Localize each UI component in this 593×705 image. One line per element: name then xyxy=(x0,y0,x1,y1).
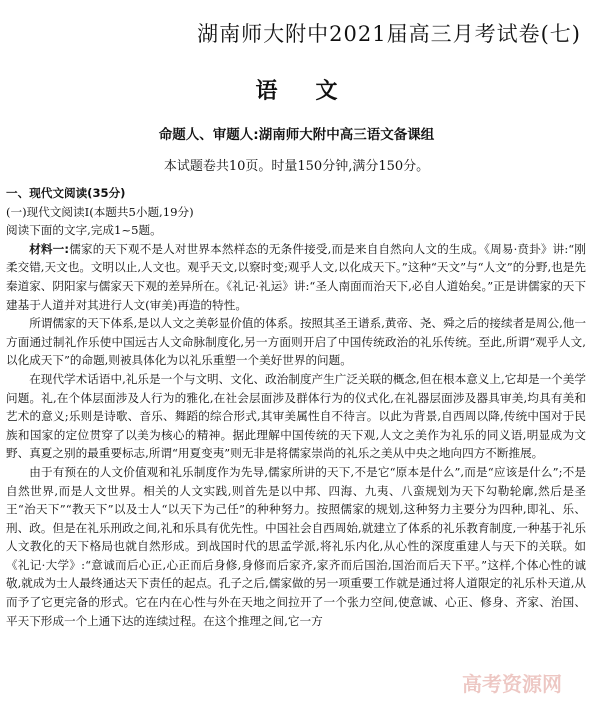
subject-title: 语文 xyxy=(255,78,376,104)
watermark-logo xyxy=(437,663,587,701)
material-label: 材料一: xyxy=(29,241,70,256)
authors-line: 命题人、审题人:湖南师大附中高三语文备课组 xyxy=(158,127,435,143)
exam-title: 湖南师大附中2021届高三月考试卷(七) xyxy=(197,22,581,46)
reading-passage xyxy=(6,184,586,630)
watermark-text: 高考资源网 xyxy=(462,671,562,696)
paragraph-text: 儒家的天下观不是人对世界本然样态的无条件接受,而是来自自然向人文的生成。《周易·贲卦》讲:“刚柔交错,天文也。文明以止,人文也。观乎天文,以察时变;观乎人文,以化成天下。”这种“天文”与“人文”的分野,也是先秦道家、阴阳家与儒家天下观的差异所在。《礼记·礼运》讲:“圣人南面而治天下,必自人道始矣。”正是讲儒家的天下建基于人道并对其进行人文(审美)再造的特性。 xyxy=(6,241,586,312)
paragraph: 在现代学术话语中,礼乐是一个与文明、文化、政治制度产生广泛关联的概念,但在根本意义上,它却是一个美学问题。礼,在个体层面涉及人行为的雅化,在社会层面涉及群体行为的仪式化,在礼器层面涉及器具审美,均具有美和艺术的意义;乐则是诗歌、音乐、舞蹈的综合形式,其审美属性自不待言。以此为背景,自西周以降,传统中国对于民族和国家的定位贯穿了以美为核心的精神。据此理解中国传统的天下观,人文之美作为礼乐的同义语,明显成为文野、真夏之别的最重要标志,所谓“用夏变夷”则无非是将儒家崇尚的礼乐之美从中央之地向四方不断推展。 xyxy=(6,371,586,461)
paragraph: 所谓儒家的天下体系,是以人文之美彰显价值的体系。按照其圣王谱系,黄帝、尧、舜之后的接续者是周公,他一方面通过制礼作乐使中国远古人文命脉制度化,另一方面则开启了中国传统政治的礼乐传统。至此,所谓“观乎人文,以化成天下”的命题,则被具体化为以礼乐重塑一个美好世界的问题。 xyxy=(6,316,586,368)
sub-heading: (一)现代文阅读Ⅰ(本题共5小题,19分) xyxy=(6,204,194,219)
exam-meta: 本试题卷共10页。时量150分钟,满分150分。 xyxy=(163,159,430,174)
paragraph: 由于有预在的人文价值观和礼乐制度作为先导,儒家所讲的天下,不是它“原本是什么”,而是“应该是什么”;不是自然世界,而是人文世界。相关的人文实践,则首先是以中邦、四海、九夷、八蛮规划为天下勾勒轮廓,然后是圣王“治天下”“教天下”以及士人“以天下为己任”的种种努力。按照儒家的规划,这种努力主要分为四种,即礼、乐、刑、政。但是在礼乐刑政之间,礼和乐具有优先性。中国社会自西周始,就建立了体系的礼乐教育制度,一种基于礼乐人文教化的天下格局也就自然形成。到战国时代的思孟学派,将礼乐内化,从心性的深度重建人与天下的关联。如《礼记·大学》:“意诚而后心正,心正而后身修,身修而后家齐,家齐而后国治,国治而后天下平。”这样,个体心性的诚敬,就成为士人最终通达天下责任的起点。孔子之后,儒家做的另一项重要工作就是通过将人道限定的礼乐朴天道,从而予了它更完备的形式。它在内在心性与外在天地之间拉开了一个张力空间,使意诚、心正、修身、齐家、治国、平天下形成一个上通下达的连续过程。在这个推理之间,它一方 xyxy=(6,464,586,628)
paragraph xyxy=(6,240,586,314)
section-heading: 一、现代文阅读(35分) xyxy=(6,186,126,200)
instruction: 阅读下面的文字,完成1~5题。 xyxy=(6,223,162,238)
